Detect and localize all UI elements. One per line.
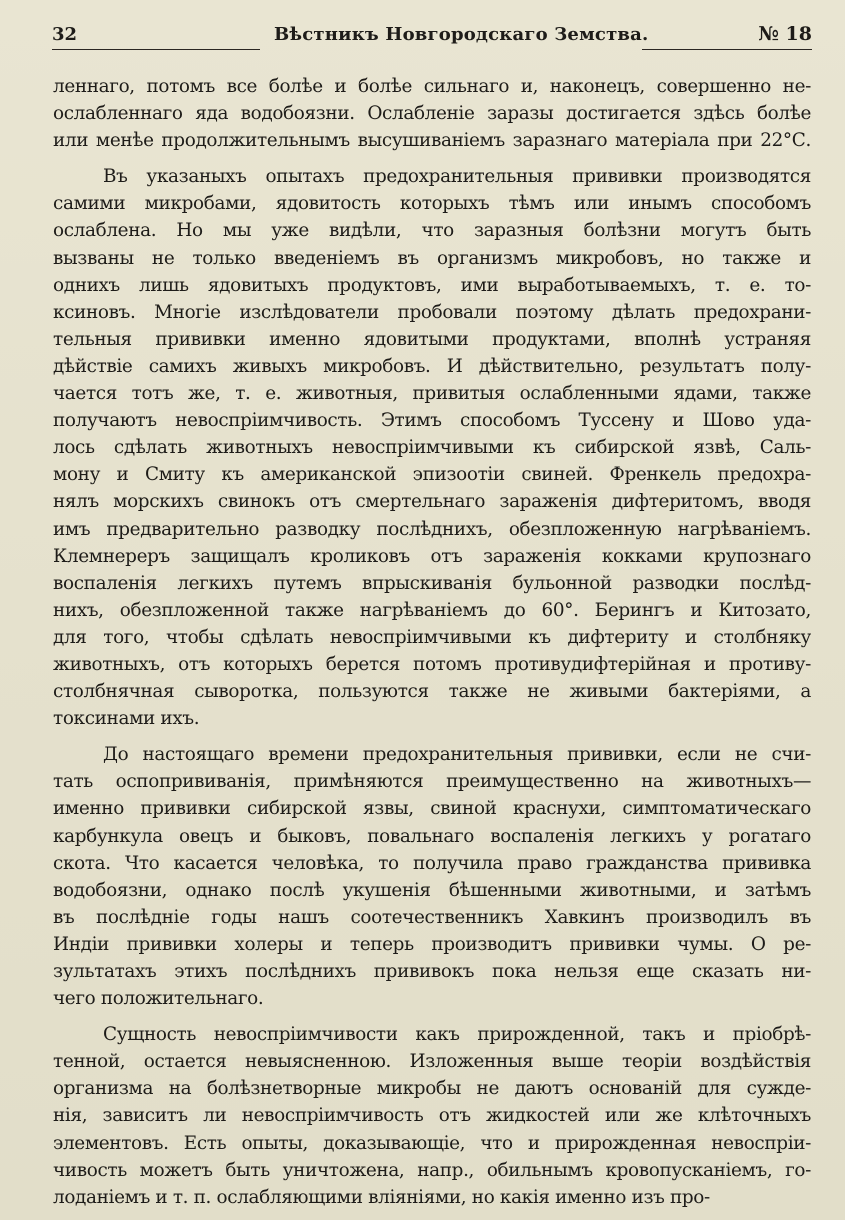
header-rule-right [642,49,812,50]
text-line: имъ предварительно разводку послѣднихъ, обезпложенную нагрѣваніемъ. [53,518,811,540]
text-line: лось сдѣлать животныхъ невоспріимчивыми къ сибирской язвѣ, Саль- [53,437,811,459]
header-rule-left [52,49,260,50]
text-line: Въ указаныхъ опытахъ предохранительныя прививки производятся [103,166,811,188]
text-line: чается тотъ же, т. е. животныя, привитыя ослабленными ядами, также [53,383,811,405]
text-line: чивость можетъ быть уничтожена, напр., обильнымъ кровопусканіемъ, го- [53,1159,811,1181]
paragraph [53,163,811,732]
paragraph [53,741,811,1012]
text-line: столбнячная сыворотка, пользуются также не живыми бактеріями, а [53,681,811,703]
text-line: карбункула овецъ и быковъ, повальнаго воспаленія легкихъ у рогатаго [53,825,811,847]
journal-title: Вѣстникъ Новгородскаго Земства. [274,24,649,45]
page-number: 32 [52,24,78,45]
text-line: нялъ морскихъ свинокъ отъ смертельнаго зараженія дифтеритомъ, вводя [53,491,811,513]
text-line: тать оспопрививанія, примѣняются преимущественно на животныхъ— [53,771,811,793]
text-line: дѣйствіе самихъ живыхъ микробовъ. И дѣйствительно, результатъ полу- [53,355,811,377]
issue-number: № 18 [758,23,812,45]
text-line: воспаленія легкихъ путемъ впрыскиванія бульонной разводки послѣд- [53,572,811,594]
text-line: для того, чтобы сдѣлать невоспріимчивыми къ дифтериту и столбняку [53,626,811,648]
text-line: ослабленнаго яда водобоязни. Ослабленіе заразы достигается здѣсь болѣе [53,103,811,125]
text-line: ослаблена. Но мы уже видѣли, что заразныя болѣзни могутъ быть [53,220,811,242]
text-line: водобоязни, однако послѣ укушенія бѣшенными животными, и затѣмъ [53,879,811,901]
text-line: элементовъ. Есть опыты, доказывающіе, что и прирожденная невоспріи- [53,1132,811,1154]
running-header [52,20,812,52]
text-line: или менѣе продолжительнымъ высушиваніемъ заразнаго матеріала при 22°С. [53,130,811,152]
text-line: леннаго, потомъ все болѣе и болѣе сильнаго и, наконецъ, совершенно не- [53,76,811,97]
text-line: лоданіемъ и т. п. ослабляющими вліяніями, но какія именно изъ про- [53,1186,710,1208]
text-line: Клемнереръ защищалъ кроликовъ отъ зараженія кокками крупознаго [53,545,811,567]
text-line: именно прививки сибирской язвы, свиной краснухи, симптоматическаго [53,798,811,820]
text-line: Индіи прививки холеры и теперь производитъ прививки чумы. О ре- [53,933,811,955]
text-line: вызваны не только введеніемъ въ организмъ микробовъ, но также и [53,247,811,269]
text-line: тельныя прививки именно ядовитыми продуктами, вполнѣ устраняя [53,328,811,350]
text-line: въ послѣдніе годы нашъ соотечественникъ Хавкинъ производилъ въ [53,906,811,928]
text-line: тенной, остается невыясненною. Изложенныя выше теоріи воздѣйствія [53,1051,811,1073]
text-line: животныхъ, отъ которыхъ берется потомъ противудифтерійная и противу- [53,653,811,675]
paragraph [53,1021,811,1211]
text-line: получаютъ невоспріимчивость. Этимъ способомъ Туссену и Шово уда- [53,410,811,432]
text-line: зультатахъ этихъ послѣднихъ прививокъ пока нельзя еще сказать ни- [53,961,811,982]
article-body [53,73,811,1220]
text-line: чего положительнаго. [53,988,264,1010]
text-line: нія, зависитъ ли невоспріимчивость отъ жидкостей или же клѣточныхъ [53,1105,811,1127]
text-line: мону и Смиту къ американской эпизоотіи свиней. Френкель предохра- [53,464,811,486]
text-line: Сущность невоспріимчивости какъ прирожденной, такъ и пріобрѣ- [103,1024,811,1046]
text-line: самими микробами, ядовитость которыхъ тѣмъ или инымъ способомъ [53,193,811,215]
paragraph [53,73,811,154]
text-line: организма на болѣзнетворные микробы не даютъ основаній для сужде- [53,1078,811,1100]
text-line: нихъ, обезпложенной также нагрѣваніемъ до 60°. Берингъ и Китозато, [53,599,811,621]
text-line: До настоящаго времени предохранительныя прививки, если не счи- [103,744,811,766]
text-line: скота. Что касается человѣка, то получила право гражданства прививка [53,852,811,874]
text-line: токсинами ихъ. [53,708,200,730]
text-line: ксиновъ. Многіе изслѣдователи пробовали поэтому дѣлать предохрани- [53,301,811,323]
text-line: однихъ лишь ядовитыхъ продуктовъ, ими выработываемыхъ, т. е. то- [53,274,811,296]
